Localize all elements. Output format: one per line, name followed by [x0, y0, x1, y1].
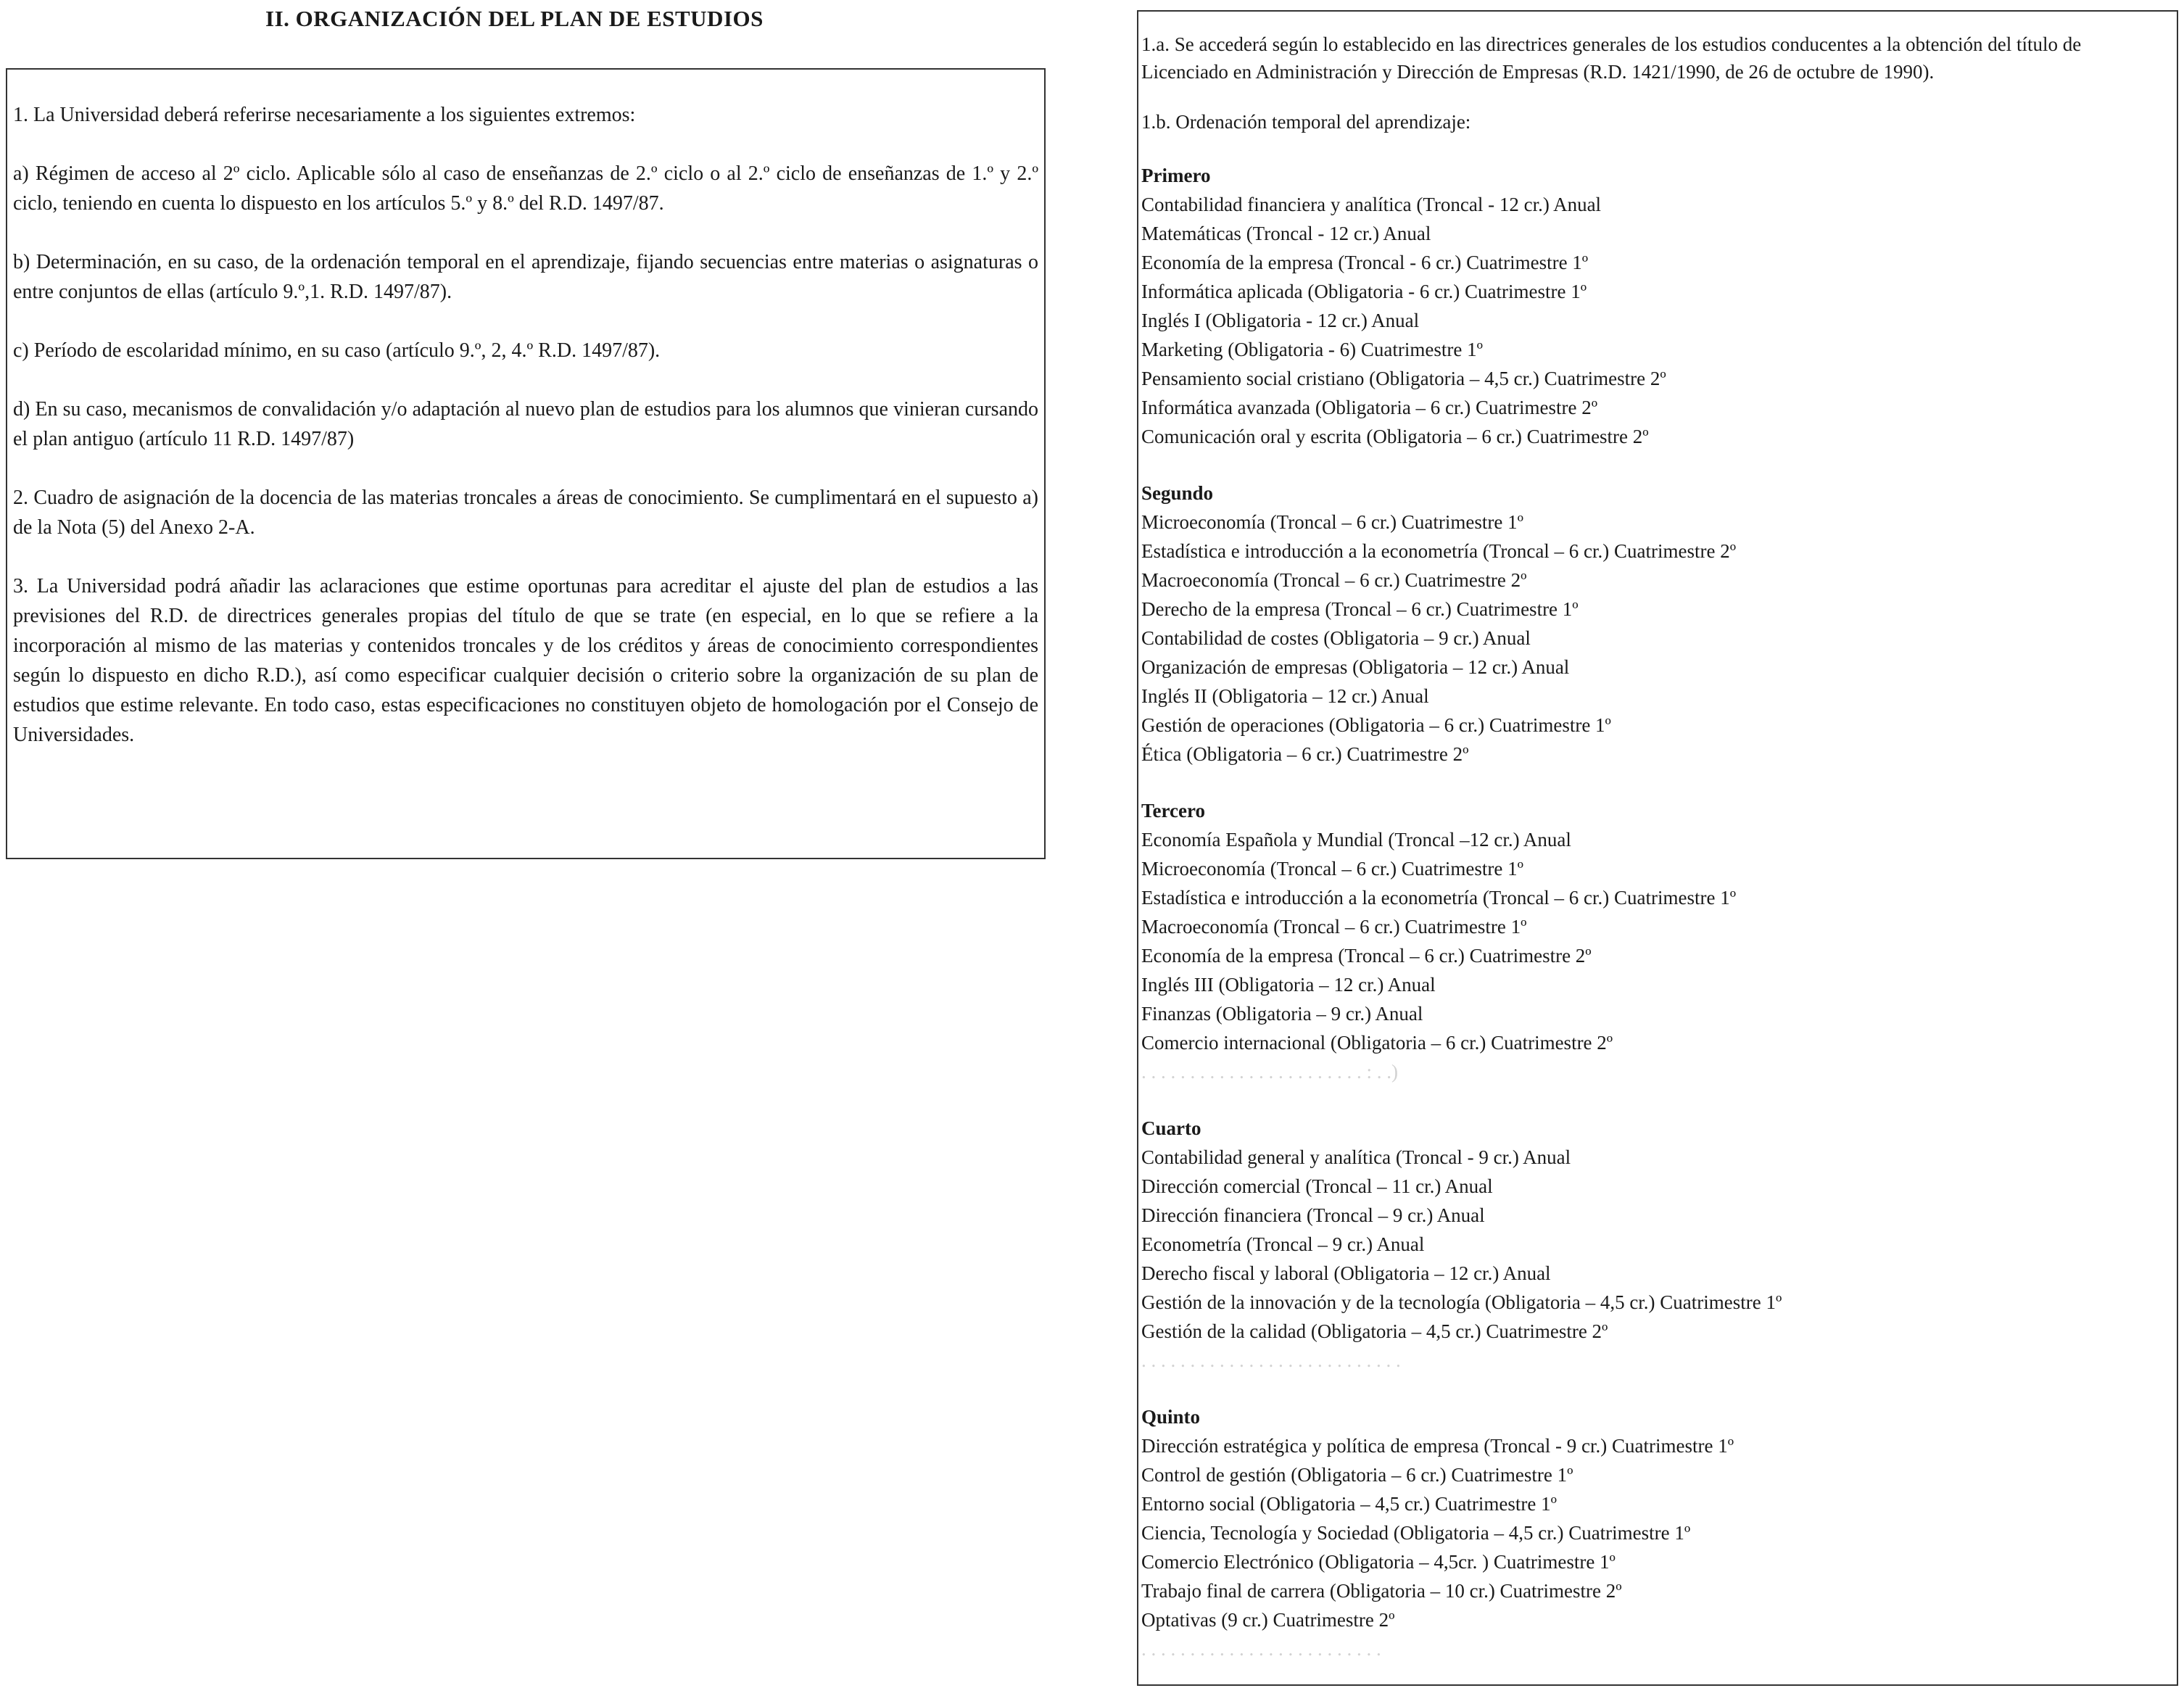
- year-section-cuarto: [1141, 1114, 2171, 1375]
- course-line: Dirección estratégica y política de empresa (Troncal - 9 cr.) Cuatrimestre 1º: [1141, 1435, 1734, 1457]
- year-title: Tercero: [1141, 800, 1205, 822]
- course-line: Pensamiento social cristiano (Obligatoria – 4,5 cr.) Cuatrimestre 2º: [1141, 368, 1666, 389]
- instruction-paragraph: c) Período de escolaridad mínimo, en su caso (artículo 9.º, 2, 4.º R.D. 1497/87).: [13, 339, 661, 362]
- course-line: Gestión de la innovación y de la tecnología (Obligatoria – 4,5 cr.) Cuatrimestre 1º: [1141, 1291, 1782, 1313]
- course-line: Econometría (Troncal – 9 cr.) Anual: [1141, 1233, 1425, 1255]
- temporal-order-heading: 1.b. Ordenación temporal del aprendizaje:: [1141, 111, 1471, 133]
- course-line: Macroeconomía (Troncal – 6 cr.) Cuatrimestre 1º: [1141, 916, 1527, 938]
- course-line: Informática avanzada (Obligatoria – 6 cr.) Cuatrimestre 2º: [1141, 397, 1598, 418]
- course-line: Microeconomía (Troncal – 6 cr.) Cuatrimestre 1º: [1141, 858, 1523, 880]
- instructions-box: [6, 68, 1046, 859]
- instruction-paragraph: 2. Cuadro de asignación de la docencia de las materias troncales a áreas de conocimiento. Se cumplimentará en el supuesto a) de la Nota (5) del Anexo 2-A.: [13, 487, 1038, 539]
- course-line: Control de gestión (Obligatoria – 6 cr.) Cuatrimestre 1º: [1141, 1464, 1573, 1486]
- course-line: Microeconomía (Troncal – 6 cr.) Cuatrimestre 1º: [1141, 511, 1523, 533]
- course-line: Derecho fiscal y laboral (Obligatoria – 12 cr.) Anual: [1141, 1262, 1551, 1284]
- year-section-quinto: [1141, 1402, 2171, 1663]
- course-line: Informática aplicada (Obligatoria - 6 cr.) Cuatrimestre 1º: [1141, 281, 1587, 302]
- course-line: Derecho de la empresa (Troncal – 6 cr.) Cuatrimestre 1º: [1141, 598, 1579, 620]
- course-line: Trabajo final de carrera (Obligatoria – 10 cr.) Cuatrimestre 2º: [1141, 1580, 1622, 1602]
- year-section-segundo: [1141, 479, 2171, 769]
- course-line: Estadística e introducción a la econometría (Troncal – 6 cr.) Cuatrimestre 1º: [1141, 887, 1737, 909]
- course-line: Gestión de la calidad (Obligatoria – 4,5 cr.) Cuatrimestre 2º: [1141, 1320, 1608, 1342]
- faded-line: . . . . . . . . . . . . . . . . . . . . . . . . .: [1141, 1638, 1381, 1660]
- course-line: Estadística e introducción a la econometría (Troncal – 6 cr.) Cuatrimestre 2º: [1141, 540, 1737, 562]
- course-line: Economía de la empresa (Troncal – 6 cr.) Cuatrimestre 2º: [1141, 945, 1592, 967]
- faded-line: . . . . . . . . . . . . . . . . . . . . . . . . . . .: [1141, 1349, 1401, 1371]
- course-line: Comercio internacional (Obligatoria – 6 cr.) Cuatrimestre 2º: [1141, 1032, 1613, 1054]
- course-line: Finanzas (Obligatoria – 9 cr.) Anual: [1141, 1003, 1423, 1025]
- course-line: Dirección comercial (Troncal – 11 cr.) Anual: [1141, 1175, 1493, 1197]
- course-line: Contabilidad de costes (Obligatoria – 9 cr.) Anual: [1141, 627, 1531, 649]
- instruction-paragraph: a) Régimen de acceso al 2º ciclo. Aplicable sólo al caso de enseñanzas de 2.º ciclo o al 2.º ciclo de enseñanzas de 1.º y 2.º ciclo, teniendo en cuenta lo dispuesto en los artículos 5.º y 8.º del R.D. 1497/87.: [13, 162, 1038, 215]
- course-line: Contabilidad general y analítica (Troncal - 9 cr.) Anual: [1141, 1146, 1571, 1168]
- course-line: Comercio Electrónico (Obligatoria – 4,5cr. ) Cuatrimestre 1º: [1141, 1551, 1616, 1573]
- course-line: Comunicación oral y escrita (Obligatoria – 6 cr.) Cuatrimestre 2º: [1141, 426, 1649, 447]
- course-line: Entorno social (Obligatoria – 4,5 cr.) Cuatrimestre 1º: [1141, 1493, 1557, 1515]
- course-line: Inglés III (Obligatoria – 12 cr.) Anual: [1141, 974, 1436, 996]
- instruction-paragraph: 1. La Universidad deberá referirse necesariamente a los siguientes extremos:: [13, 104, 636, 126]
- instruction-paragraph: 3. La Universidad podrá añadir las aclaraciones que estime oportunas para acreditar el ajuste del plan de estudios a las previsiones del R.D. de directrices generales propias del título de que se trate (en especial, en lo que se refiere a la incorporación al mismo de las materias y contenidos troncales y de los créditos y áreas de conocimiento correspondientes según lo dispuesto en dicho R.D.), así como especificar cualquier decisión o criterio sobre la organización de su plan de estudios que estime relevante. En todo caso, estas especificaciones no constituyen objeto de homologación por el Consejo de Universidades.: [13, 575, 1038, 746]
- course-line: Inglés I (Obligatoria - 12 cr.) Anual: [1141, 310, 1420, 331]
- course-line: Macroeconomía (Troncal – 6 cr.) Cuatrimestre 2º: [1141, 569, 1527, 591]
- page-title: II. ORGANIZACIÓN DEL PLAN DE ESTUDIOS: [265, 6, 764, 31]
- study-plan-box: [1137, 10, 2178, 1686]
- course-line: Gestión de operaciones (Obligatoria – 6 cr.) Cuatrimestre 1º: [1141, 714, 1611, 736]
- instruction-paragraph: b) Determinación, en su caso, de la ordenación temporal en el aprendizaje, fijando secuencias entre materias o asignaturas o entre conjuntos de ellas (artículo 9.º,1. R.D. 1497/87).: [13, 251, 1038, 303]
- course-line: Economía Española y Mundial (Troncal –12 cr.) Anual: [1141, 829, 1571, 851]
- course-line: Ciencia, Tecnología y Sociedad (Obligatoria – 4,5 cr.) Cuatrimestre 1º: [1141, 1522, 1691, 1544]
- year-section-tercero: [1141, 796, 2171, 1086]
- course-line: Optativas (9 cr.) Cuatrimestre 2º: [1141, 1609, 1395, 1631]
- faded-line: . . . . . . . . . . . . . . . . . . . . . . . : . .): [1141, 1061, 1398, 1083]
- course-line: Dirección financiera (Troncal – 9 cr.) Anual: [1141, 1204, 1485, 1226]
- year-title: Quinto: [1141, 1406, 1201, 1428]
- course-line: Marketing (Obligatoria - 6) Cuatrimestre 1º: [1141, 339, 1483, 360]
- course-line: Ética (Obligatoria – 6 cr.) Cuatrimestre 2º: [1141, 743, 1469, 765]
- course-line: Organización de empresas (Obligatoria – 12 cr.) Anual: [1141, 656, 1570, 678]
- course-line: Economía de la empresa (Troncal - 6 cr.) Cuatrimestre 1º: [1141, 252, 1589, 273]
- access-regime-text: 1.a. Se accederá según lo establecido en las directrices generales de los estudios conducentes a la obtención del título de Licenciado en Administración y Dirección de Empresas (R.D. 1421/1990, de 26 de octubre de 1990).: [1141, 33, 2082, 83]
- year-title: Cuarto: [1141, 1117, 1201, 1139]
- year-section-primero: [1141, 161, 2171, 451]
- course-line: Matemáticas (Troncal - 12 cr.) Anual: [1141, 223, 1431, 244]
- course-line: Contabilidad financiera y analítica (Troncal - 12 cr.) Anual: [1141, 194, 1602, 215]
- instruction-paragraph: d) En su caso, mecanismos de convalidación y/o adaptación al nuevo plan de estudios para los alumnos que vinieran cursando el plan antiguo (artículo 11 R.D. 1497/87): [13, 398, 1038, 450]
- year-title: Primero: [1141, 165, 1211, 186]
- course-line: Inglés II (Obligatoria – 12 cr.) Anual: [1141, 685, 1429, 707]
- year-title: Segundo: [1141, 482, 1214, 504]
